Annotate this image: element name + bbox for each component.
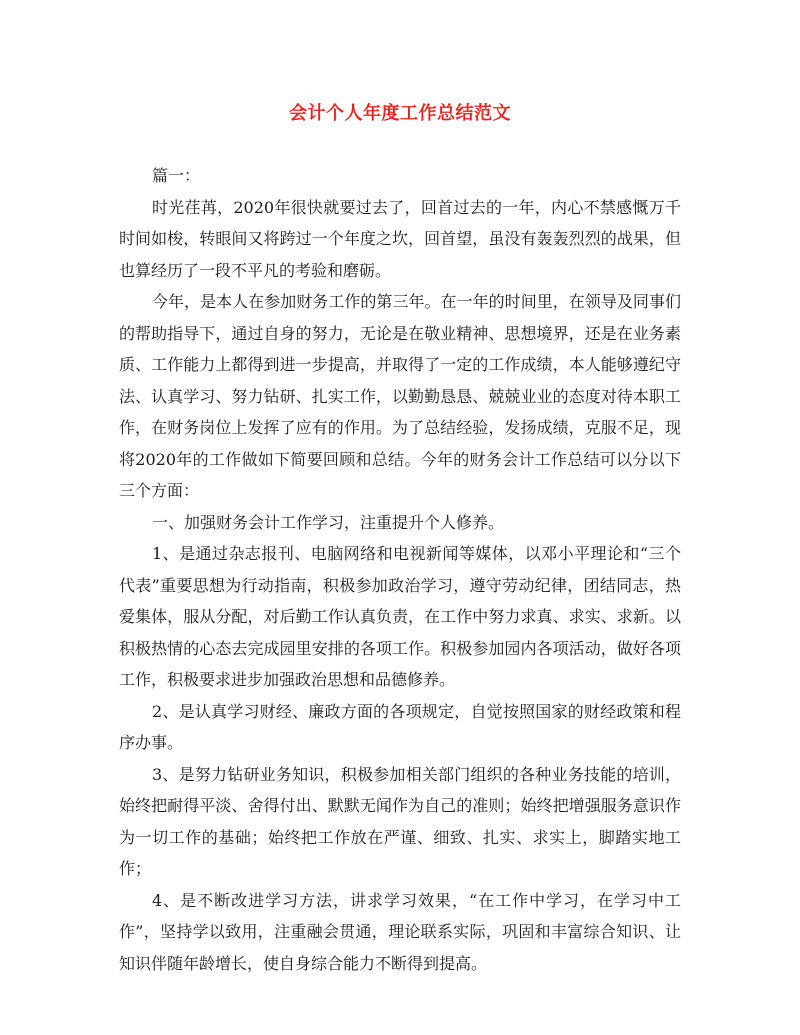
section-label: 篇一： [152,166,201,185]
body-paragraph: 今年，是本人在参加财务工作的第三年。在一年的时间里，在领导及同事们的帮助指导下，通过自身的努力，无论是在敬业精神、思想境界，还是在业务素质、工作能力上都得到进一步提高，并取得了一定的工作成绩，本人能够遵纪守法、认真学习、努力钻研、扎实工作，以勤勤恳恳、兢兢业业的态度对待本职工作，在财务岗位上发挥了应有的作用。为了总结经验，发扬成绩，克服不足，现将2020年的工作做如下简要回顾和总结。今年的财务会计工作总结可以分以下三个方面： [119,292,681,500]
section-heading: 一、加强财务会计工作学习，注重提升个人修养。 [152,512,505,532]
document-title: 会计个人年度工作总结范文 [289,103,511,124]
document-body [119,160,681,979]
list-item: 2、是认真学习财经、廉政方面的各项规定，自觉按照国家的财经政策和程序办事。 [119,701,681,752]
body-paragraph: 时光荏苒，2020年很快就要过去了，回首过去的一年，内心不禁感慨万千时间如梭，转眼间又将跨过一个年度之坎，回首望，虽没有轰轰烈烈的战果，但也算经历了一段不平凡的考验和磨砺。 [119,197,681,280]
list-item: 1、是通过杂志报刊、电脑网络和电视新闻等媒体，以邓小平理论和“三个代表”重要思想为行动指南，积极参加政治学习，遵守劳动纪律，团结同志，热爱集体，服从分配，对后勤工作认真负责，在工作中努力求真、求实、求新。以积极热情的心态去完成园里安排的各项工作。积极参加园内各项活动，做好各项工作，积极要求进步加强政治思想和品德修养。 [119,544,681,689]
list-item: 3、是努力钻研业务知识，积极参加相关部门组织的各种业务技能的培训，始终把耐得平淡、舍得付出、默默无闻作为自己的准则；始终把增强服务意识作为一切工作的基础；始终把工作放在严谨、细致、扎实、求实上，脚踏实地工作； [119,764,681,878]
list-item: 4、是不断改进学习方法，讲求学习效果，“在工作中学习，在学习中工作”，坚持学以致用，注重融会贯通，理论联系实际，巩固和丰富综合知识、让知识伴随年龄增长，使自身综合能力不断得到提高。 [119,890,681,973]
